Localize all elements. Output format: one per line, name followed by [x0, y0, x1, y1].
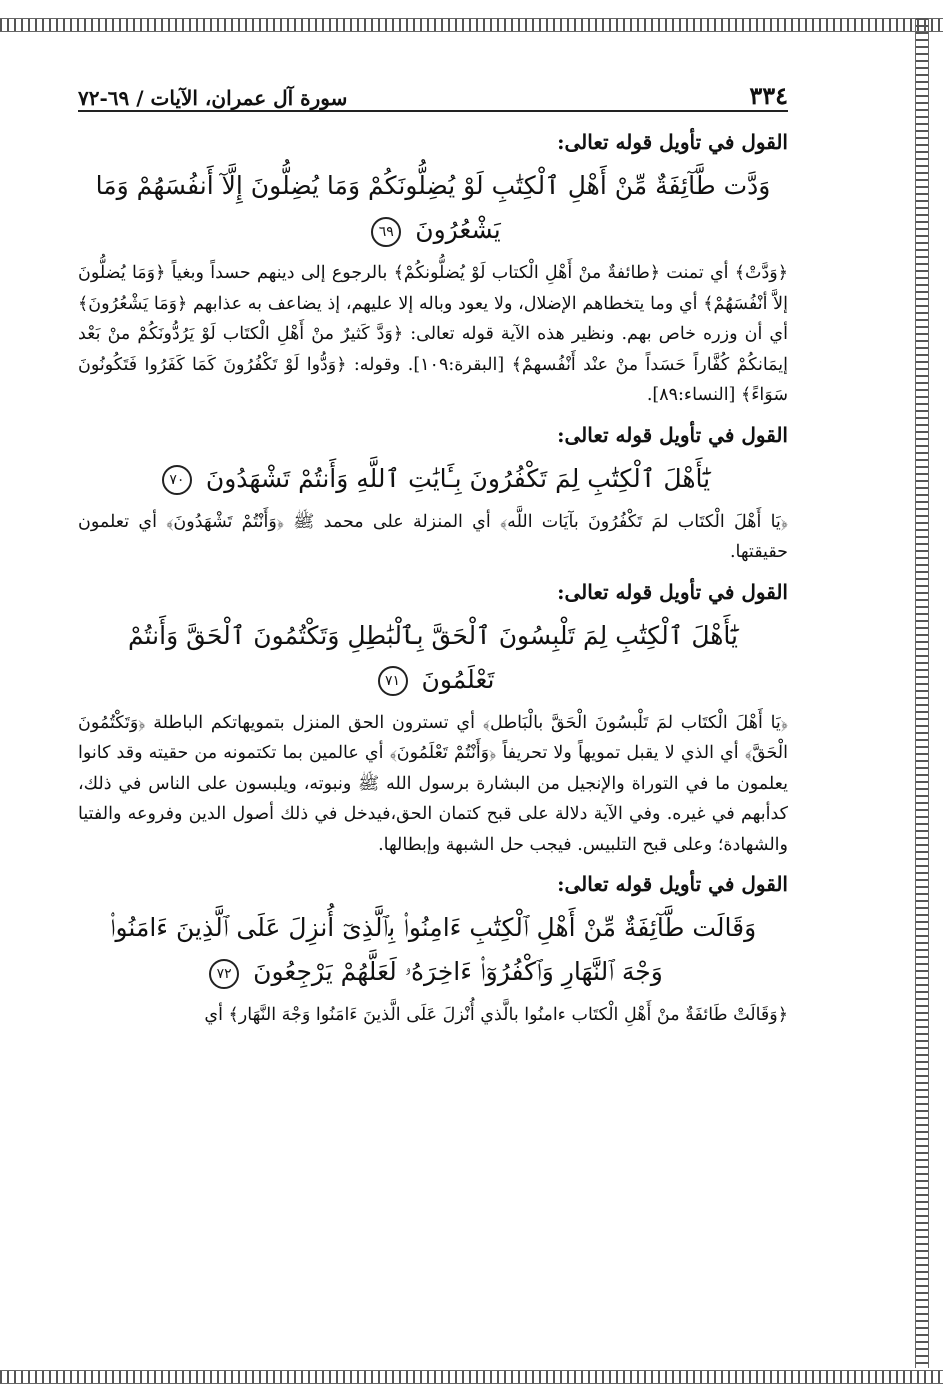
decorative-border-bottom	[0, 1370, 943, 1384]
section-verse-70	[78, 419, 788, 568]
section-heading: القول في تأويل قوله تعالى:	[557, 422, 788, 447]
page-number: ٣٣٤	[749, 81, 788, 110]
commentary-paragraph: ﴿يَا أَهْلَ الْكتَاب لمَ تَكْفُرُونَ بآيَات اللَّه﴾ أي المنزلة على محمد ﷺ ﴿وَأَنْتُمْ تَشْهَدُونَ﴾ أي تعلمون حقيقتها.	[78, 511, 788, 562]
section-verse-71	[78, 576, 788, 861]
verse-number-badge: ٧٠	[162, 465, 192, 495]
section-heading: القول في تأويل قوله تعالى:	[557, 130, 788, 154]
quran-verse	[88, 457, 778, 501]
section-verse-69	[78, 126, 788, 411]
verse-text: يَٰٓأَهْلَ ٱلْكِتَٰبِ لِمَ تَكْفُرُونَ بِـَٔايَٰتِ ٱللَّهِ وَأَنتُمْ تَشْهَدُونَ	[205, 463, 711, 493]
quran-verse	[88, 906, 778, 994]
commentary-paragraph: ﴿يَا أَهْلَ الْكتَاب لمَ تَلْبسُونَ الْحَقَّ بالْبَاطل﴾ أي تسترون الحق المنزل بتمويهاتكم الباطلة ﴿وَتَكْتُمُونَ الْحَقَّ﴾ أي الذي لا يقبل تمويهاً ولا تحريفاً ﴿وَأَنْتُمْ تَعْلَمُونَ﴾ أي عالمين بما تكتمونه من حقيته وقد كانوا يعلمون ما في التوراة والإنجيل من البشارة برسول الله ﷺ ونبوته، ويلبسون على الناس في ذلك، كدأبهم في غيره. وفي الآية دلالة على قبح كتمان الحق،فيدخل في ذلك أصول الدين وفروعه والفتيا والشهادة؛ وعلى قبح التلبيس. فيجب حل الشبهة وإبطالها.	[78, 712, 788, 855]
commentary-paragraph: ﴿وَقَالَتْ طَائفَةٌ منْ أَهْلِ الْكتَاب ءامنُوا بالَّذي أُنْزلَ عَلَى الَّذينَ ءَامَنُوا وَجْهَ النَّهَار﴾ أي	[204, 1005, 788, 1025]
verse-number-badge: ٧٢	[209, 959, 239, 989]
verse-number-badge: ٦٩	[371, 217, 401, 247]
section-heading: القول في تأويل قوله تعالى:	[557, 872, 788, 896]
decorative-border-right	[915, 18, 929, 1368]
commentary-paragraph: ﴿وَدَّتْ﴾ أي تمنت ﴿طائفةٌ منْ أَهْلِ الْكتاب لَوْ يُضلُّونكُمْ﴾ بالرجوع إلى دينهم حسداً وبغياً ﴿وَمَا يُضلُّونَ إلاَّ أنْفُسَهُمْ﴾ أي وما يتخطاهم الإضلال، ولا يعود وباله إلا عليهم، إذ يضاعف به عذابهم ﴿وَمَا يَشْعُرُونَ﴾ أي أن وزره خاص بهم. ونظير هذه الآية قوله تعالى: ﴿وَدَّ كَثيرٌ منْ أَهْلِ الْكتَاب لَوْ يَرُدُّونَكُمْ منْ بَعْد إيمَانكُمْ كُفَّاراً حَسَداً منْ عنْد أَنْفُسهمْ﴾ [البقرة:١٠٩]. وقوله: ﴿وَدُّوا لَوْ تَكْفُرُونَ كَمَا كَفَرُوا فَتَكُونُونَ سَوَاءً﴾ [النساء:٨٩].	[78, 263, 788, 405]
verse-text: وَقَالَت طَّآئِفَةٌ مِّنْ أَهْلِ ٱلْكِتَٰبِ ءَامِنُوا۟ بِٱلَّذِىٓ أُنزِلَ عَلَى ٱلَّذِينَ ءَامَنُوا۟ وَجْهَ ٱلنَّهَارِ وَٱكْفُرُوٓا۟ ءَاخِرَهُۥ لَعَلَّهُمْ يَرْجِعُونَ	[109, 913, 757, 986]
verse-text: يَٰٓأَهْلَ ٱلْكِتَٰبِ لِمَ تَلْبِسُونَ ٱلْحَقَّ بِٱلْبَٰطِلِ وَتَكْتُمُونَ ٱلْحَقَّ وَأَنتُمْ تَعْلَمُونَ	[127, 620, 739, 694]
section-heading: القول في تأويل قوله تعالى:	[557, 579, 788, 604]
page-header	[78, 66, 788, 112]
decorative-border-top	[0, 18, 943, 32]
section-verse-72	[78, 868, 788, 1031]
verse-text: وَدَّت طَّآئِفَةٌ مِّنْ أَهْلِ ٱلْكِتَٰبِ لَوْ يُضِلُّونَكُمْ وَمَا يُضِلُّونَ إِلَّآ أَنفُسَهُمْ وَمَا يَشْعُرُونَ	[95, 171, 771, 244]
verse-number-badge: ٧١	[378, 666, 408, 696]
quran-verse	[88, 164, 778, 252]
quran-verse	[88, 614, 778, 702]
page-content	[78, 66, 788, 1039]
running-title: سورة آل عمران، الآيات / ٦٩-٧٢	[78, 86, 348, 110]
